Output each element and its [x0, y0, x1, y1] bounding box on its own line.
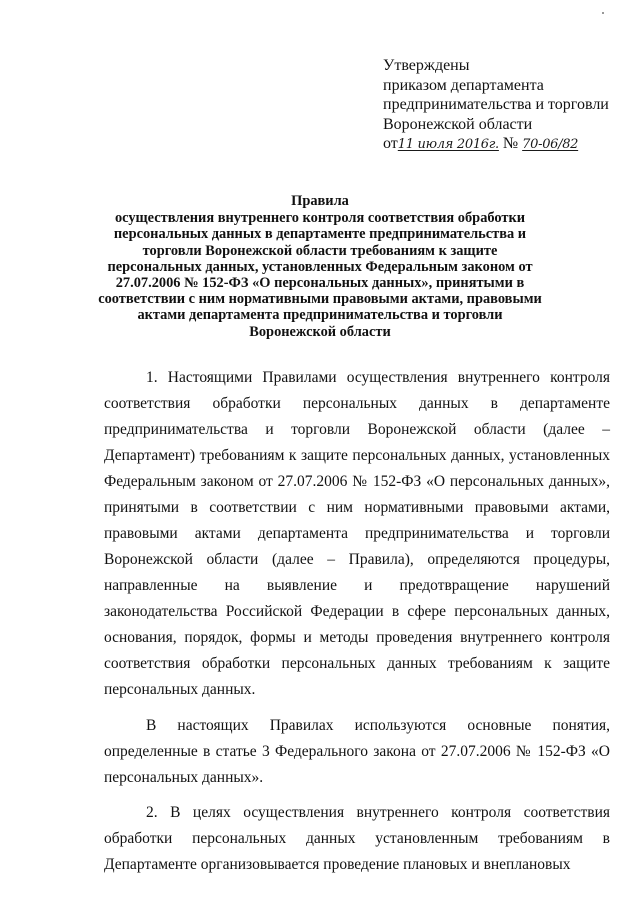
paragraph-3: 2. В целях осуществления внутреннего контроля соответствия обработки персональных данных установленным требованиям в Департаменте организовывается проведение плановых и внеплановых [104, 804, 610, 873]
date-prefix: от [383, 135, 398, 153]
title-main: Правила [291, 193, 349, 209]
title-subtitle: осуществления внутреннего контроля соответствия обработки персональных данных в департаменте предпринимательства и торговли Воронежской области требованиям к защите персональных данных, установленных Федеральным законом от 27.07.2006 № 152-ФЗ «О персональных данных», принятыми в соответствии с ним нормативными правовыми актами, правовыми актами департамента предпринимательства и торговли Воронежской области [98, 210, 542, 340]
approval-stamp [383, 56, 623, 155]
document-title [95, 193, 545, 340]
order-date-number [383, 134, 623, 155]
handwritten-number: 70-06/82 [522, 137, 579, 153]
approval-line-3: предпринимательства и торговли [383, 96, 609, 114]
number-prefix: № [502, 135, 519, 153]
handwritten-date: 11 июля 2016г. [397, 137, 499, 153]
approval-line-2: приказом департамента [383, 76, 544, 94]
paragraph-1: 1. Настоящими Правилами осуществления внутреннего контроля соответствия обработки персональных данных в департаменте предпринимательства и торговли Воронежской области (далее – Департамент) требованиям к защите персональных данных, установленных Федеральным законом от 27.07.2006 № 152-ФЗ «О персональных данных», принятыми в соответствии с ним нормативными правовыми актами, правовыми актами департамента предпринимательства и торговли Воронежской области (далее – Правила), определяются процедуры, направленные на выявление и предотвращение нарушений законодательства Российской Федерации в сфере персональных данных, основания, порядок, формы и методы проведения внутреннего контроля соответствия обработки персональных данных требованиям к защите персональных данных. [104, 369, 610, 698]
document-body [104, 365, 610, 888]
approval-line-4: Воронежской области [383, 115, 533, 133]
approval-line-1: Утверждены [383, 57, 470, 74]
scan-speck [602, 12, 604, 14]
paragraph-2: В настоящих Правилах используются основные понятия, определенные в статье 3 Федерального закона от 27.07.2006 № 152-ФЗ «О персональных данных». [104, 717, 610, 786]
